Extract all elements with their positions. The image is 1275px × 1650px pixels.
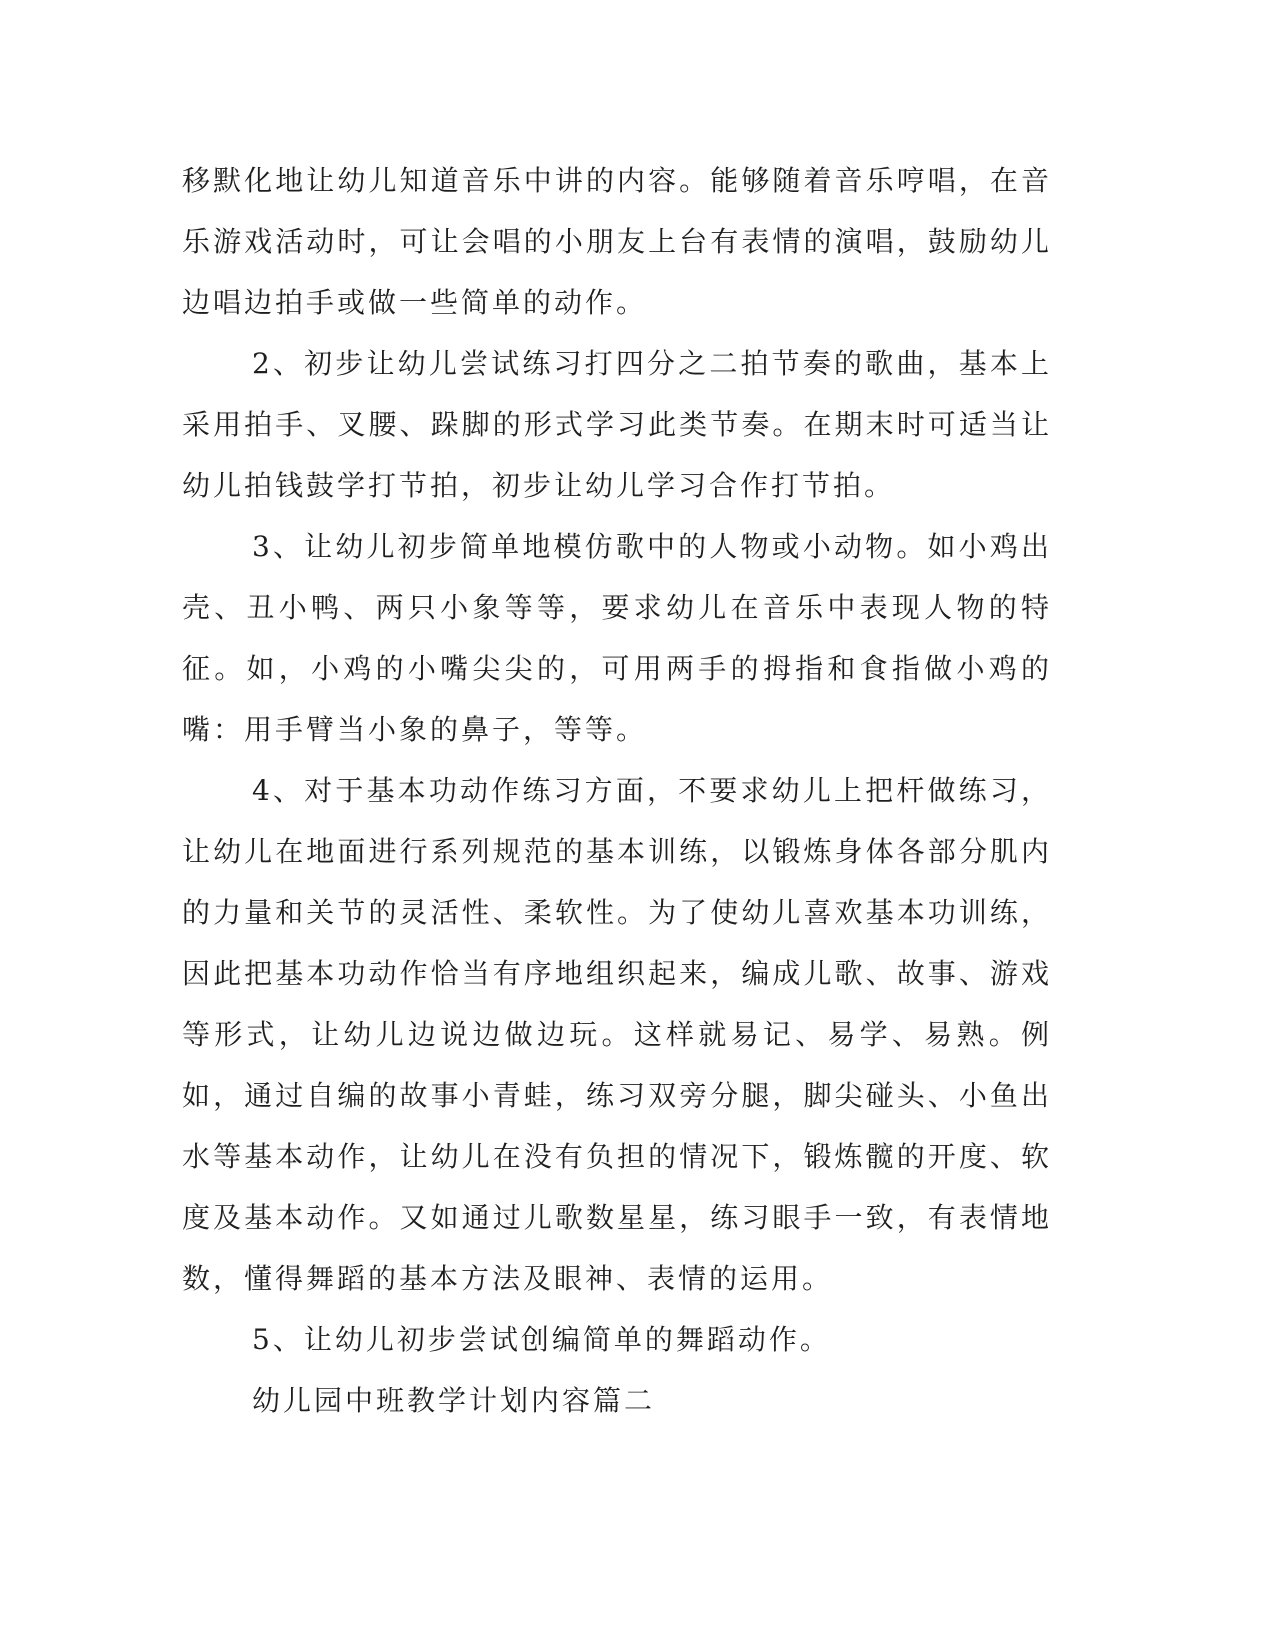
paragraph-continuation: 移默化地让幼儿知道音乐中讲的内容。能够随着音乐哼唱，在音乐游戏活动时，可让会唱的小朋友上台有表情的演唱，鼓励幼儿边唱边拍手或做一些简单的动作。 [182, 164, 1052, 319]
paragraph-item-5: 5、让幼儿初步尝试创编简单的舞蹈动作。 [252, 1323, 831, 1356]
paragraph-item-4: 4、对于基本功动作练习方面，不要求幼儿上把杆做练习，让幼儿在地面进行系列规范的基本训练，以锻炼身体各部分肌内的力量和关节的灵活性、柔软性。为了使幼儿喜欢基本功训练，因此把基本功动作恰当有序地组织起来，编成儿歌、故事、游戏等形式，让幼儿边说边做边玩。这样就易记、易学、易熟。例如，通过自编的故事小青蛙，练习双旁分腿，脚尖碰头、小鱼出水等基本动作，让幼儿在没有负担的情况下，锻炼髋的开度、软度及基本动作。又如通过儿歌数星星，练习眼手一致，有表情地数，懂得舞蹈的基本方法及眼神、表情的运用。 [182, 774, 1052, 1295]
section-heading: 幼儿园中班教学计划内容篇二 [252, 1384, 656, 1417]
paragraph-item-2: 2、初步让幼儿尝试练习打四分之二拍节奏的歌曲，基本上采用拍手、叉腰、跺脚的形式学习此类节奏。在期末时可适当让幼儿拍钱鼓学打节拍，初步让幼儿学习合作打节拍。 [182, 347, 1052, 502]
paragraph-item-3: 3、让幼儿初步简单地模仿歌中的人物或小动物。如小鸡出壳、丑小鸭、两只小象等等，要求幼儿在音乐中表现人物的特征。如，小鸡的小嘴尖尖的，可用两手的拇指和食指做小鸡的嘴：用手臂当小象的鼻子，等等。 [182, 530, 1052, 746]
document-body [182, 150, 1052, 1431]
